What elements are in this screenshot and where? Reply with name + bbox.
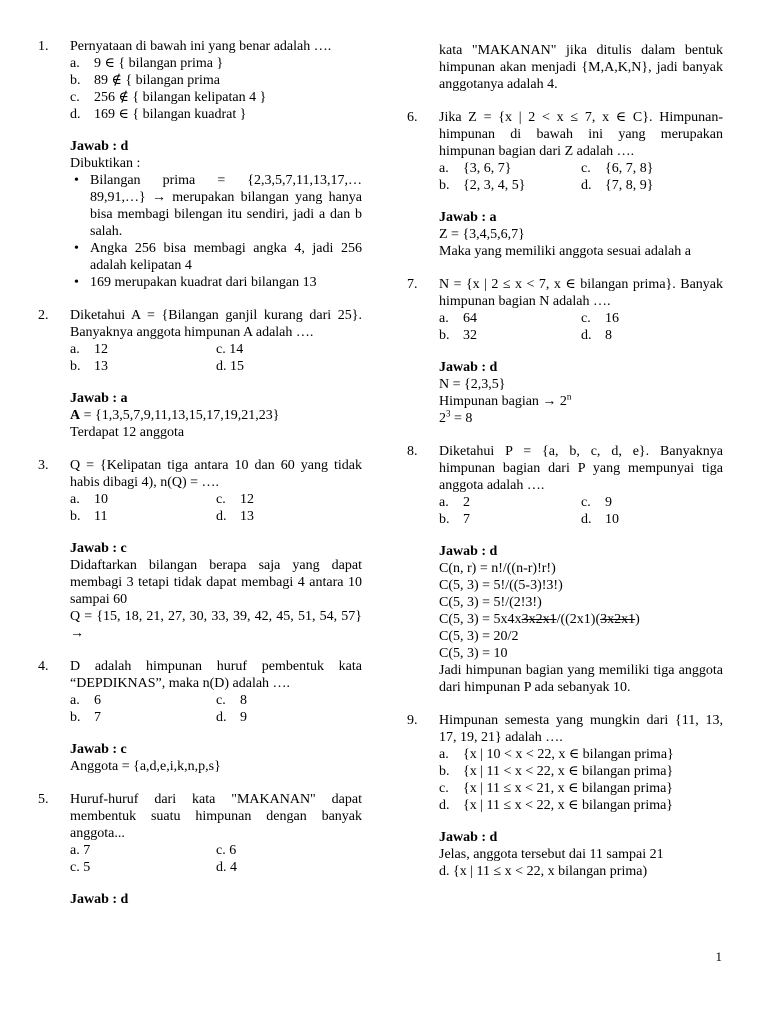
question-5 [38,791,362,842]
answer-line: Himpunan bagian → $2^n$ [439,391,572,409]
option: a. {x | 10 < x < 22, x ∈ bilangan prima} [439,747,674,762]
question-text: N = {x | 2 ≤ x < 7, x ∈ bilangan prima}. Banyak himpunan bagian N adalah …. [439,277,723,309]
option-row: a. 64 c. 16 [439,311,619,326]
option: b. {x | 11 < x < 22, x ∈ bilangan prima} [439,764,674,779]
answer-label: Jawab : c [70,541,127,556]
bullet-list [70,172,362,291]
option: c. 256 ∉ { bilangan kelipatan 4 } [70,90,267,105]
question-9 [407,712,723,746]
answer-block [407,359,723,427]
question-text: Himpunan semesta yang mungkin dari {11, 13, 17, 19, 21} adalah …. [439,713,723,745]
option-row: b. 7 d. 10 [439,512,619,527]
answer-line: $2^3 = 8$ [439,408,473,426]
option-row: c. 5 d. 4 [70,860,237,875]
option-row: a. {3, 6, 7} c. {6, 7, 8} [439,161,654,176]
page-number: 1 [715,949,722,964]
question-text: Diketahui P = {a, b, c, d, e}. Banyaknya himpunan bagian dari P yang mempunyai tiga anggota adalah …. [439,444,723,493]
answer-line: Dibuktikan : [70,156,141,171]
option-row: b. 11 d. 13 [70,509,254,524]
formula-line: C(5, 3) = 5!/((5-3)!3!) [439,578,563,593]
option-row: b. 7 d. 9 [70,710,247,725]
answer-line: Anggota = {a,d,e,i,k,n,p,s} [70,759,221,774]
option-row: b. 32 d. 8 [439,328,612,343]
answer-label: Jawab : d [70,139,129,154]
option: d. {x | 11 ≤ x < 22, x ∈ bilangan prima} [439,798,674,813]
question-8 [407,443,723,494]
option: d. 169 ∈ { bilangan kuadrat } [70,107,247,122]
answer-line: Q = {15, 18, 21, 27, 30, 33, 39, 42, 45, 51, 54, 57} → [70,609,362,641]
question-text: Jika Z = {x | 2 < x ≤ 7, x ∈ C}. Himpunan-himpunan di bawah ini yang merupakan himpunan bagian dari Z adalah …. [439,110,723,159]
option: a. 9 ∈ { bilangan prima } [70,56,224,71]
answer-line: d. {x | 11 ≤ x < 22, x bilangan prima) [439,864,648,879]
option-row: a. 6 c. 8 [70,693,247,708]
answer-label: Jawab : d [439,360,498,375]
answer-block [38,891,362,908]
formula-line: C(n, r) = n!/((n-r)!r!) [439,561,556,576]
option-row: a. 2 c. 9 [439,495,612,510]
question-7 [407,276,723,310]
question-3 [38,457,362,491]
formula-line: C(5, 3) = 20/2 [439,629,519,644]
answer-continuation: kata "MAKANAN" jika ditulis dalam bentuk himpunan akan menjadi {M,A,K,N}, jadi banyak anggotanya adalah 4. [439,43,723,92]
option-row: b. {2, 3, 4, 5} d. {7, 8, 9} [439,178,654,193]
answer-line: Terdapat 12 anggota [70,425,185,440]
answer-block [407,209,723,260]
option: b. 89 ∉ { bilangan prima [70,73,220,88]
question-number: 5. [38,792,49,807]
answer-block [38,390,362,441]
left-column [38,38,362,908]
formula-line: C(5, 3) = 5!/(2!3!) [439,595,542,610]
answer-label: Jawab : d [70,892,129,907]
answer-line: Didaftarkan bilangan berapa saja yang dapat membagi 3 tetapi tidak dapat membagi 4 antara 10 sampai 60 [70,558,362,607]
question-2 [38,307,362,341]
formula-line: C(5, 3) = 10 [439,646,508,661]
answer-line: Jadi himpunan bagian yang memiliki tiga anggota dari himpunan P ada sebanyak 10. [439,663,723,695]
question-number: 7. [407,277,418,292]
answer-block [407,829,723,880]
question-text: D adalah himpunan huruf pembentuk kata “DEPDIKNAS”, maka n(D) adalah …. [70,659,362,691]
option-row: a. 10 c. 12 [70,492,254,507]
question-number: 9. [407,713,418,728]
question-6 [407,109,723,160]
answer-line: Z = {3,4,5,6,7} [439,227,525,242]
option-row: a. 7 c. 6 [70,843,237,858]
answer-label: Jawab : a [70,391,128,406]
answer-block [38,138,362,291]
answer-line: Jelas, anggota tersebut dai 11 sampai 21 [439,847,664,862]
answer-line: N = {2,3,5} [439,377,506,392]
answer-label: Jawab : d [439,830,498,845]
answer-label: Jawab : a [439,210,497,225]
question-number: 8. [407,444,418,459]
question-text: Q = {Kelipatan tiga antara 10 dan 60 yang tidak habis dibagi 4), n(Q) = …. [70,458,362,490]
question-number: 4. [38,659,49,674]
answer-block [38,540,362,642]
bullet-item: • Bilangan prima = {2,3,5,7,11,13,17,… 89,91,…} → merupakan bilangan yang hanya bisa membagi bilengan itu sendiri, jadi a dan b salah. [90,172,362,240]
question-text: Pernyataan di bawah ini yang benar adalah …. [70,39,332,54]
option-row: a. 12 c. 14 [70,342,244,357]
question-number: 3. [38,458,49,473]
answer-block [38,741,362,775]
bullet-item: • 169 merupakan kuadrat dari bilangan 13 [90,274,362,291]
question-number: 2. [38,308,49,323]
bullet-item: • Angka 256 bisa membagi angka 4, jadi 256 adalah kelipatan 4 [90,240,362,274]
question-4 [38,658,362,692]
option: c. {x | 11 ≤ x < 21, x ∈ bilangan prima} [439,781,674,796]
question-text: Huruf-huruf dari kata "MAKANAN" dapat membentuk suatu himpunan dengan banyak anggota... [70,792,362,841]
question-text: Diketahui A = {Bilangan ganjil kurang dari 25}. Banyaknya anggota himpunan A adalah …. [70,308,362,340]
question-number: 6. [407,110,418,125]
answer-line: Maka yang memiliki anggota sesuai adalah a [439,244,691,259]
answer-block [407,543,723,696]
answer-label: Jawab : d [439,544,498,559]
option-row: b. 13 d. 15 [70,359,244,374]
answer-line: A = {1,3,5,7,9,11,13,15,17,19,21,23} [70,408,280,423]
formula-line: C(5, 3) = 5x4x3x2x1/((2x1)(3x2x1) [439,612,640,627]
right-column [407,42,723,880]
answer-label: Jawab : c [70,742,127,757]
question-1 [38,38,362,55]
question-number: 1. [38,39,49,54]
